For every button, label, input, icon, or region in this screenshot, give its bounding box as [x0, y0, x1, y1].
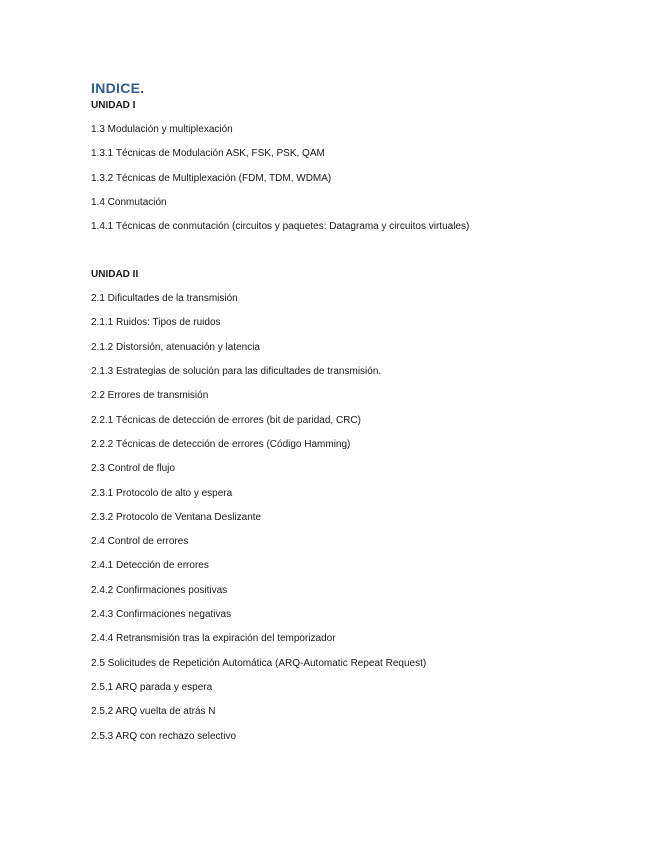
- toc-item: 2.5.3 ARQ con rechazo selectivo: [91, 730, 237, 742]
- unit-heading-2: UNIDAD II: [91, 269, 139, 281]
- toc-item: 2.1 Dificultades de la transmisión: [91, 293, 238, 305]
- document-title: INDICE.: [91, 80, 145, 96]
- toc-item: 2.1.2 Distorsión, atenuación y latencia: [91, 341, 260, 353]
- toc-item: 2.2.1 Técnicas de detección de errores (bit de paridad, CRC): [91, 414, 361, 426]
- toc-item: 1.3 Modulación y multiplexación: [91, 124, 233, 135]
- toc-item: 2.5.2 ARQ vuelta de atrás N: [91, 706, 216, 718]
- toc-item: 2.4.2 Confirmaciones positivas: [91, 584, 228, 596]
- toc-item: 2.5.1 ARQ parada y espera: [91, 681, 213, 693]
- toc-item: 2.3.1 Protocolo de alto y espera: [91, 487, 233, 499]
- toc-item: 2.4.3 Confirmaciones negativas: [91, 609, 232, 621]
- toc-item: 2.3.2 Protocolo de Ventana Deslizante: [91, 511, 262, 523]
- toc-item: 2.4.4 Retransmisión tras la expiración del temporizador: [91, 633, 336, 645]
- toc-item: 2.1.3 Estrategias de solución para las dificultades de transmisión.: [91, 366, 382, 378]
- document-page: [91, 78, 631, 743]
- unit-heading-1: UNIDAD I: [91, 100, 136, 111]
- toc-item: 2.4.1 Detección de errores: [91, 560, 209, 572]
- toc-item: 1.4.1 Técnicas de conmutación (circuitos y paquetes: Datagrama y circuitos virtuales): [91, 221, 470, 233]
- toc-list-unit-2: [91, 293, 631, 742]
- toc-item: 2.2 Errores de transmisión: [91, 390, 209, 402]
- toc-item: 1.4 Conmutación: [91, 196, 167, 208]
- toc-item: 1.3.1 Técnicas de Modulación ASK, FSK, PSK, QAM: [91, 148, 325, 160]
- toc-item: 2.1.1 Ruidos: Tipos de ruidos: [91, 317, 221, 329]
- toc-item: 1.3.2 Técnicas de Multiplexación (FDM, TDM, WDMA): [91, 172, 332, 184]
- toc-list-unit-1: [91, 124, 631, 233]
- toc-item: 2.5 Solicitudes de Repetición Automática (ARQ-Automatic Repeat Request): [91, 657, 427, 669]
- toc-item: 2.2.2 Técnicas de detección de errores (Código Hamming): [91, 438, 351, 450]
- toc-item: 2.4 Control de errores: [91, 536, 189, 548]
- toc-item: 2.3 Control de flujo: [91, 463, 175, 475]
